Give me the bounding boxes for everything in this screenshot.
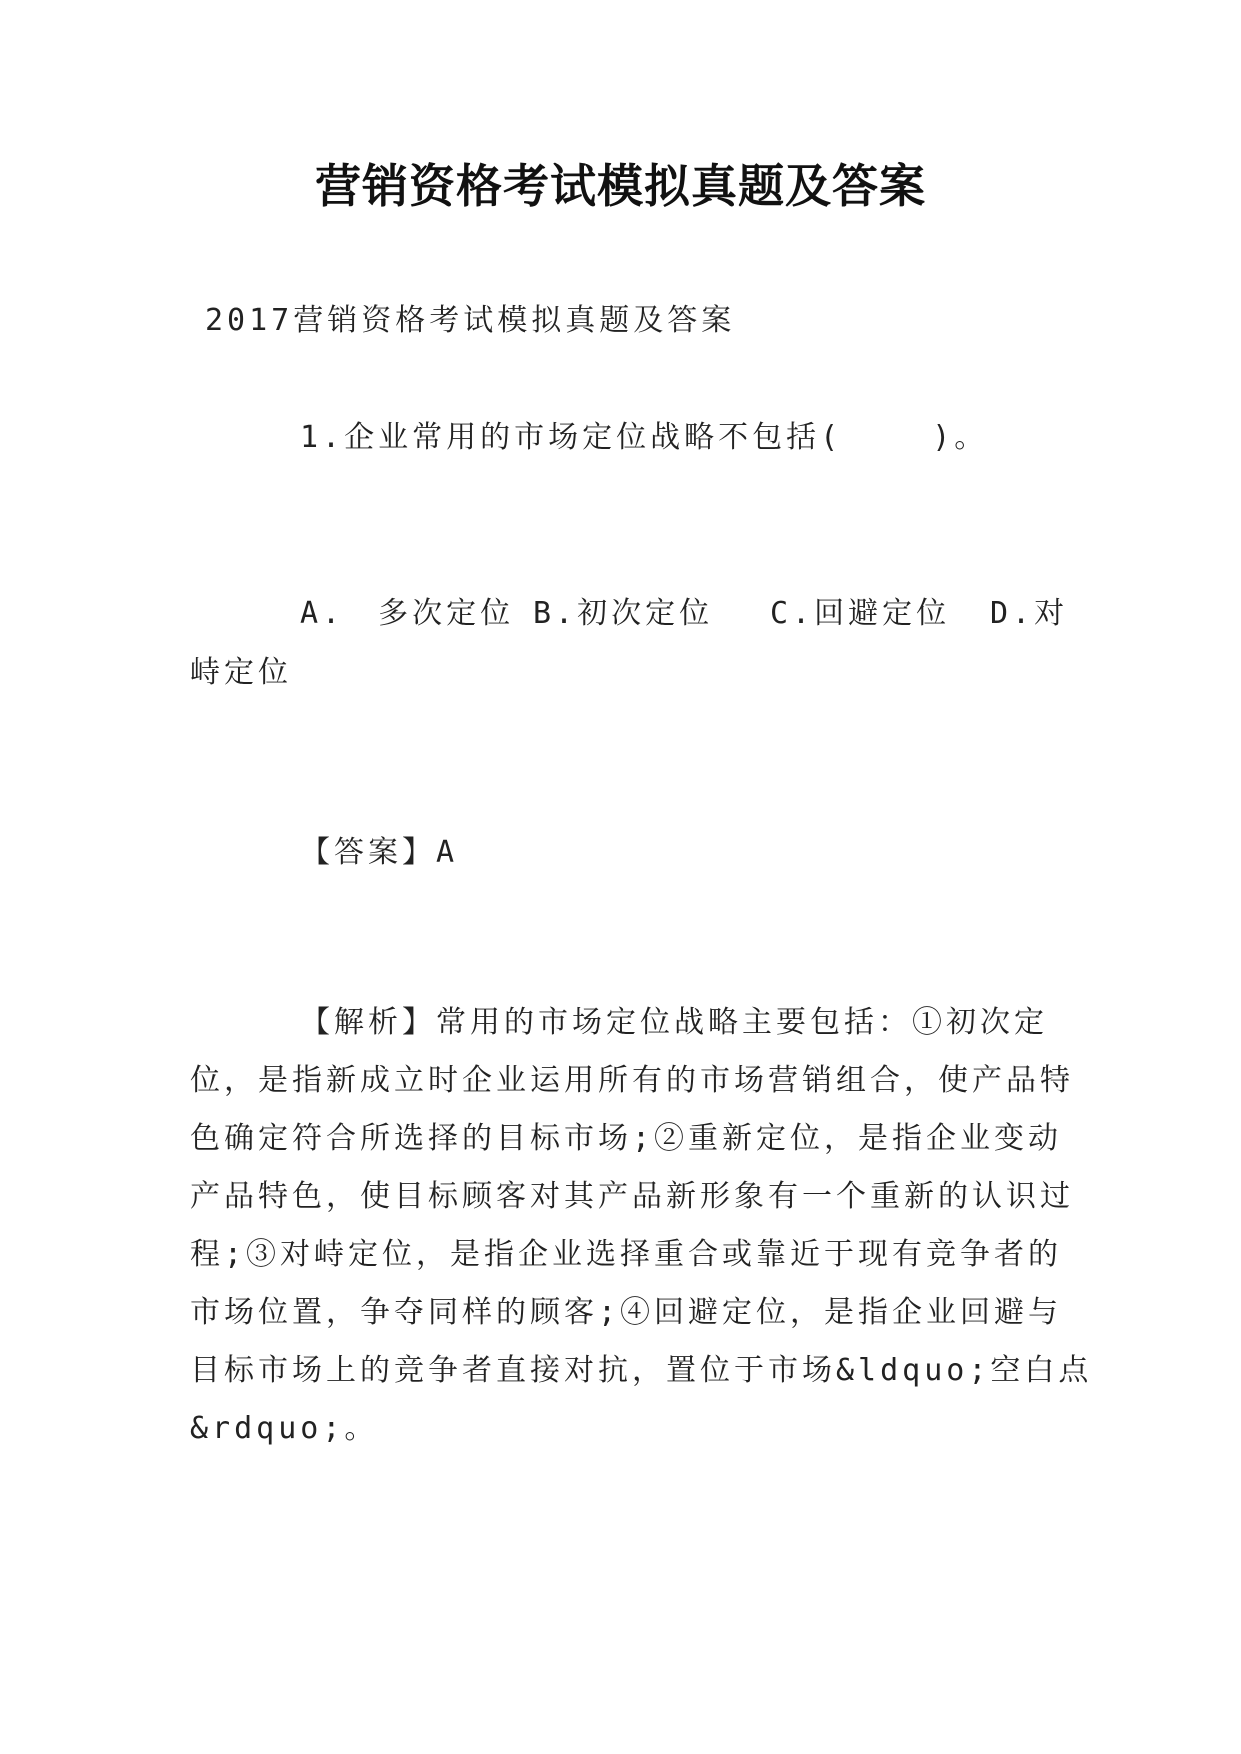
- option-d-continuation: 峙定位: [190, 655, 292, 690]
- analysis-line: 【解析】常用的市场定位战略主要包括：①初次定: [300, 1005, 1048, 1040]
- option-d: D.对: [990, 596, 1069, 631]
- answer-text: 【答案】A: [300, 835, 459, 870]
- document-subtitle: 2017营销资格考试模拟真题及答案: [205, 303, 736, 338]
- analysis-line: 市场位置，争夺同样的顾客;④回避定位，是指企业回避与: [190, 1295, 1063, 1330]
- option-b: B.初次定位: [533, 596, 714, 631]
- analysis-line: 位，是指新成立时企业运用所有的市场营销组合，使产品特: [190, 1063, 1074, 1098]
- option-a: A. 多次定位: [300, 596, 515, 631]
- question-text: 1.企业常用的市场定位战略不包括( )。: [300, 420, 989, 455]
- analysis-line: 色确定符合所选择的目标市场;②重新定位，是指企业变动: [190, 1121, 1063, 1156]
- analysis-line: 目标市场上的竞争者直接对抗，置位于市场&ldquo;空白点: [190, 1353, 1093, 1388]
- analysis-line: 产品特色，使目标顾客对其产品新形象有一个重新的认识过: [190, 1179, 1074, 1214]
- analysis-line: 程;③对峙定位，是指企业选择重合或靠近于现有竞争者的: [190, 1237, 1063, 1272]
- page-title: 营销资格考试模拟真题及答案: [315, 159, 926, 213]
- option-c: C.回避定位: [770, 596, 951, 631]
- analysis-line: &rdquo;。: [190, 1411, 379, 1446]
- analysis-paragraph: [190, 994, 1093, 1458]
